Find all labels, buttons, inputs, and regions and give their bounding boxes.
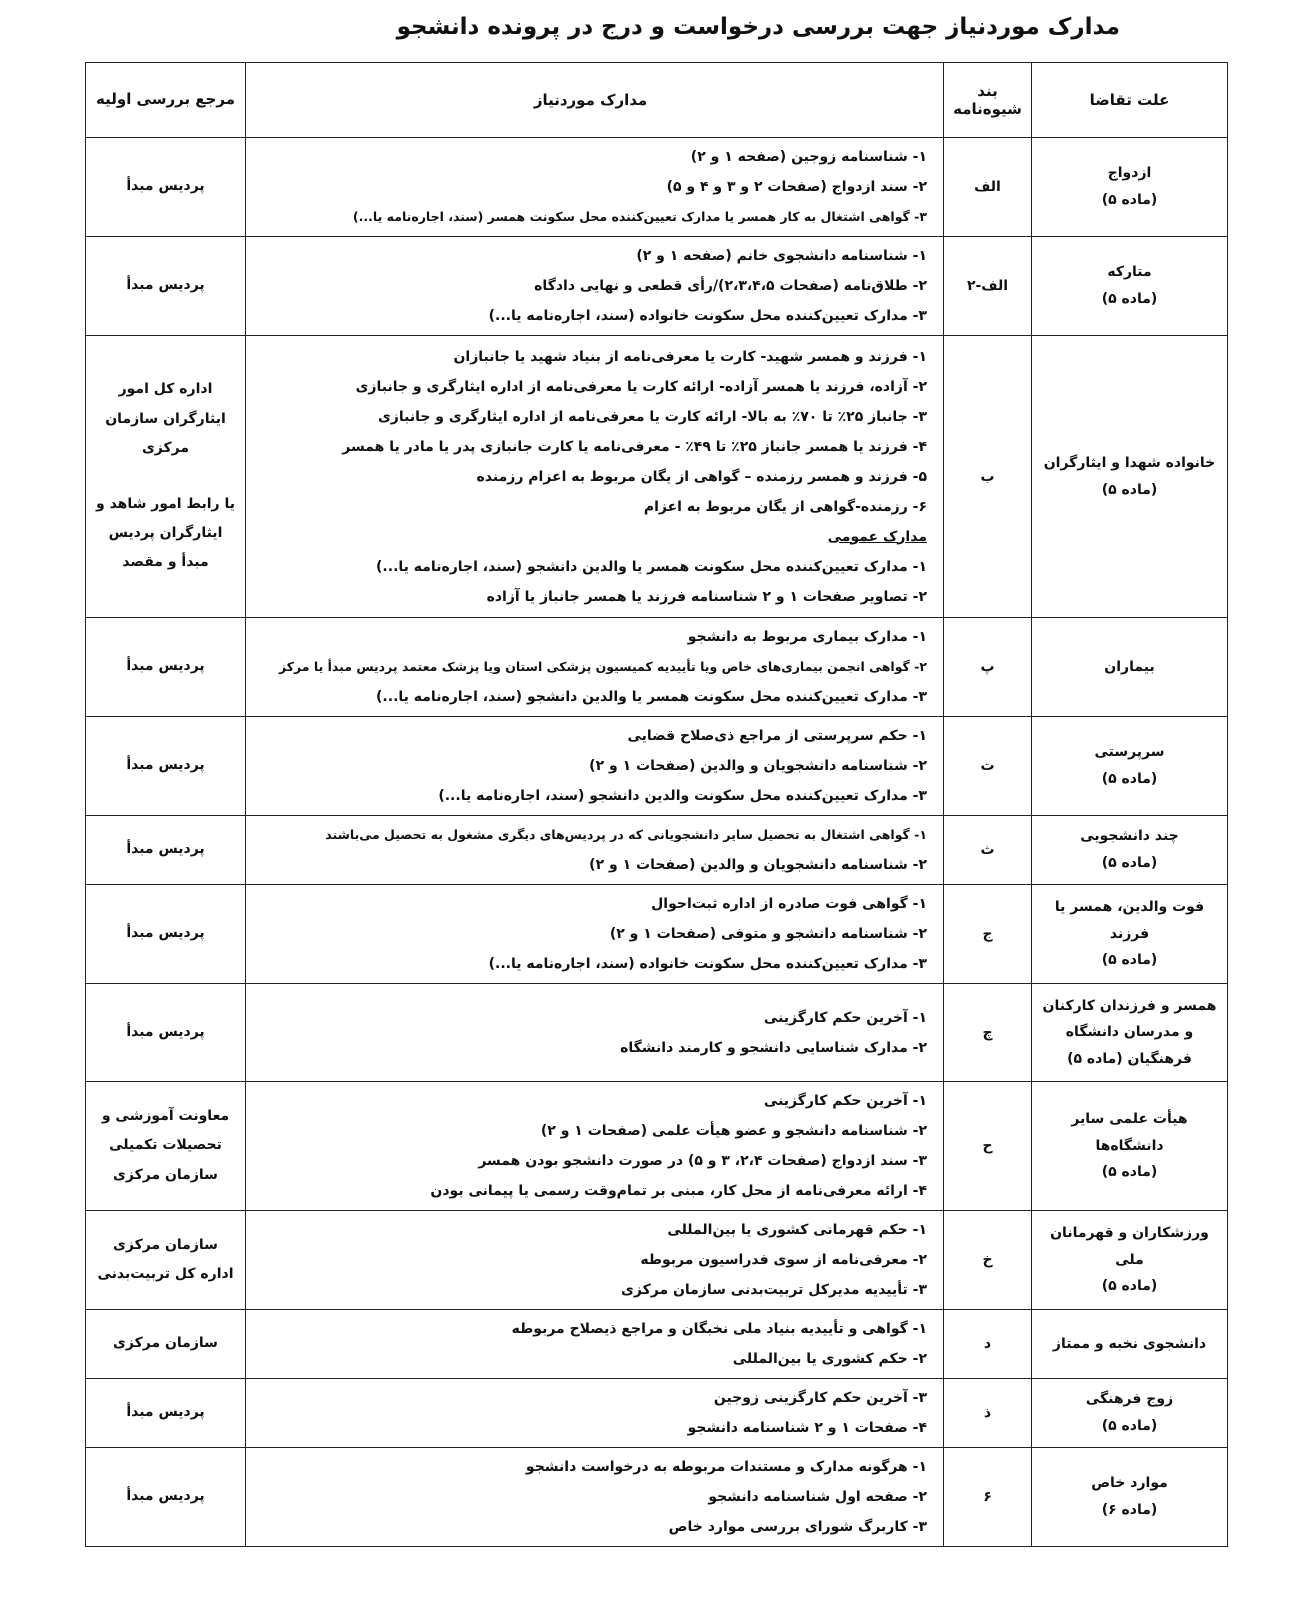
reason-line: (ماده ۵) xyxy=(1101,855,1158,871)
ref-line: سازمان مرکزی xyxy=(113,1335,218,1352)
reason-line: بیماران xyxy=(1104,658,1155,675)
page-title: مدارک موردنیاز جهت بررسی درخواست و درج در پرونده دانشجو xyxy=(396,14,1120,40)
table-row xyxy=(86,237,1228,336)
docs-cell xyxy=(246,1379,944,1448)
band-cell: ت xyxy=(944,717,1032,816)
reason-line: فرزند xyxy=(1109,925,1150,942)
table-row xyxy=(86,816,1228,885)
doc-item: ۱- آخرین حکم کارگزینی xyxy=(763,1009,927,1026)
documents-table xyxy=(85,62,1228,1547)
reason-line: ملی xyxy=(1115,1251,1144,1268)
header-band: بند شیوه‌نامه xyxy=(944,63,1032,138)
doc-item: ۴- فرزند یا همسر جانباز ۲۵٪ تا ۴۹٪ - معرفی‌نامه یا کارت جانبازی پدر یا مادر یا همسر xyxy=(342,438,927,455)
reason-line: (ماده ۵) xyxy=(1101,1418,1158,1434)
ref-cell xyxy=(86,885,246,984)
ref-line: سازمان مرکزی xyxy=(113,1236,218,1253)
reason-line: فوت والدین، همسر یا xyxy=(1054,899,1205,916)
table-row xyxy=(86,1448,1228,1547)
docs-cell xyxy=(246,237,944,336)
docs-cell xyxy=(246,1310,944,1379)
ref-line: پردیس مبدأ xyxy=(126,925,205,942)
ref-line: پردیس مبدأ xyxy=(126,178,205,195)
doc-item: ۲- سند ازدواج (صفحات ۲ و ۳ و ۴ و ۵) xyxy=(666,179,927,195)
band-cell: ث xyxy=(944,816,1032,885)
doc-item: ۲- حکم کشوری یا بین‌المللی xyxy=(732,1351,927,1367)
doc-item: ۳- مدارک تعیین‌کننده محل سکونت همسر یا والدین دانشجو (سند، اجاره‌نامه یا...) xyxy=(376,689,927,705)
doc-item: ۲- شناسنامه دانشجو و عضو هیأت علمی (صفحات ۱ و ۲) xyxy=(540,1123,927,1139)
reason-cell xyxy=(1032,816,1228,885)
reason-cell xyxy=(1032,618,1228,717)
doc-item: ۳- گواهی اشتغال به کار همسر یا مدارک تعیین‌کننده محل سکونت همسر (سند، اجاره‌نامه یا...) xyxy=(352,209,927,224)
ref-line: اداره کل امور xyxy=(118,381,213,398)
doc-item: ۳- سند ازدواج (صفحات ۲،۴، ۳ و ۵) در صورت دانشجو بودن همسر xyxy=(478,1153,927,1169)
table-row xyxy=(86,1211,1228,1310)
table-row xyxy=(86,1310,1228,1379)
table-header-row xyxy=(86,63,1228,138)
docs-cell xyxy=(246,717,944,816)
reason-cell xyxy=(1032,984,1228,1082)
doc-item: ۱- حکم قهرمانی کشوری یا بین‌المللی xyxy=(667,1222,927,1238)
ref-line: مبدأ و مقصد xyxy=(122,554,209,571)
docs-cell xyxy=(246,816,944,885)
table-body xyxy=(86,138,1228,1547)
ref-line: پردیس مبدأ xyxy=(126,1404,205,1421)
band-cell: ب xyxy=(944,336,1032,618)
ref-line: مرکزی xyxy=(141,440,190,457)
reason-line: (ماده ۵) xyxy=(1101,952,1158,969)
doc-item: ۱- گواهی فوت صادره از اداره ثبت‌احوال xyxy=(651,896,927,912)
reason-cell xyxy=(1032,237,1228,336)
ref-cell xyxy=(86,237,246,336)
doc-item: ۳- مدارک تعیین‌کننده محل سکونت خانواده (سند، اجاره‌نامه یا...) xyxy=(488,308,927,324)
doc-item: ۲- صفحه اول شناسنامه دانشجو xyxy=(708,1489,927,1505)
table-row xyxy=(86,336,1228,618)
ref-line: تحصیلات تکمیلی xyxy=(109,1137,222,1154)
doc-item: ۴- ارائه معرفی‌نامه از محل کار، مبنی بر تمام‌وقت رسمی یا پیمانی بودن xyxy=(430,1183,927,1199)
table-row xyxy=(86,885,1228,984)
reason-line: و مدرسان دانشگاه xyxy=(1065,1024,1194,1041)
reason-cell xyxy=(1032,885,1228,984)
ref-cell xyxy=(86,1448,246,1547)
ref-line: پردیس مبدأ xyxy=(126,658,205,675)
ref-cell xyxy=(86,717,246,816)
ref-line: سازمان مرکزی xyxy=(113,1166,218,1183)
doc-item: ۳- جانباز ۲۵٪ تا ۷۰٪ به بالا- ارائه کارت یا معرفی‌نامه از اداره ایثارگری و جانبازی xyxy=(377,408,927,425)
reason-cell xyxy=(1032,336,1228,618)
reason-line: زوج فرهنگی xyxy=(1085,1391,1174,1408)
reason-line: (ماده ۵) xyxy=(1101,1278,1158,1295)
reason-line: موارد خاص xyxy=(1091,1475,1168,1492)
reason-line: خانواده شهدا و ایثارگران xyxy=(1043,454,1216,471)
reason-cell xyxy=(1032,138,1228,237)
reason-line: (ماده ۵) xyxy=(1101,291,1158,307)
doc-item: ۱- آخرین حکم کارگزینی xyxy=(763,1093,927,1109)
ref-line: ایثارگران سازمان xyxy=(105,410,226,427)
reason-line: هیأت علمی سایر xyxy=(1071,1111,1188,1128)
band-cell: خ xyxy=(944,1211,1032,1310)
table-row xyxy=(86,138,1228,237)
doc-item: ۱- حکم سرپرستی از مراجع ذی‌صلاح قضایی xyxy=(627,728,927,744)
reason-line: متارکه xyxy=(1107,264,1152,281)
docs-cell xyxy=(246,618,944,717)
ref-cell xyxy=(86,1310,246,1379)
reason-cell xyxy=(1032,1082,1228,1211)
band-cell: چ xyxy=(944,984,1032,1082)
doc-item: ۳- آخرین حکم کارگزینی زوجین xyxy=(713,1390,927,1406)
band-cell: ۶ xyxy=(944,1448,1032,1547)
doc-item: ۱- فرزند و همسر شهید- کارت یا معرفی‌نامه از بنیاد شهید یا جانبازان xyxy=(453,348,927,365)
doc-item: ۲- معرفی‌نامه از سوی فدراسیون مربوطه xyxy=(640,1252,927,1268)
reason-line: چند دانشجویی xyxy=(1080,828,1179,845)
ref-line: اداره کل تربیت‌بدنی xyxy=(97,1266,234,1282)
ref-cell xyxy=(86,618,246,717)
ref-line xyxy=(87,464,244,490)
ref-line: ایثارگران پردیس xyxy=(108,524,223,541)
reason-line: همسر و فرزندان کارکنان xyxy=(1042,997,1217,1014)
header-docs: مدارک موردنیاز xyxy=(246,63,944,138)
ref-line: پردیس مبدأ xyxy=(126,841,205,858)
reason-cell xyxy=(1032,1310,1228,1379)
ref-cell xyxy=(86,1379,246,1448)
reason-cell xyxy=(1032,1211,1228,1310)
doc-item: ۲- طلاق‌نامه (صفحات ۲،۳،۴،۵)/رأی قطعی و نهایی دادگاه xyxy=(534,278,927,294)
header-ref: مرجع بررسی اولیه xyxy=(86,63,246,138)
ref-line: یا رابط امور شاهد و xyxy=(96,495,235,512)
ref-cell xyxy=(86,816,246,885)
reason-line: (ماده ۵) xyxy=(1101,481,1158,498)
doc-item: ۲- شناسنامه دانشجو و متوفی (صفحات ۱ و ۲) xyxy=(609,926,927,942)
doc-item: ۳- تأییدیه مدیرکل تربیت‌بدنی سازمان مرکزی xyxy=(621,1282,927,1298)
doc-item: ۱- شناسنامه دانشجوی خانم (صفحه ۱ و ۲) xyxy=(636,248,927,264)
docs-cell xyxy=(246,336,944,618)
table-row xyxy=(86,1082,1228,1211)
ref-line: پردیس مبدأ xyxy=(126,1023,205,1040)
reason-line: (ماده ۵) xyxy=(1101,771,1158,787)
table-row xyxy=(86,984,1228,1082)
reason-line: (ماده ۶) xyxy=(1101,1502,1158,1518)
ref-cell xyxy=(86,336,246,618)
doc-item: ۴- صفحات ۱ و ۲ شناسنامه دانشجو xyxy=(687,1420,927,1436)
doc-item: ۲- آزاده، فرزند یا همسر آزاده- ارائه کارت یا معرفی‌نامه از اداره ایثارگری و جانبازی xyxy=(355,378,927,395)
reason-line: ازدواج xyxy=(1107,165,1152,182)
band-cell: الف xyxy=(944,138,1032,237)
reason-line: دانشجوی نخبه و ممتاز xyxy=(1052,1335,1207,1352)
doc-item: ۱- شناسنامه زوجین (صفحه ۱ و ۲) xyxy=(690,149,927,165)
reason-line: دانشگاه‌ها xyxy=(1095,1137,1164,1154)
band-cell: ذ xyxy=(944,1379,1032,1448)
reason-line: (ماده ۵) xyxy=(1101,192,1158,208)
ref-line: پردیس مبدأ xyxy=(126,1488,205,1505)
reason-line: (ماده ۵) xyxy=(1101,1164,1158,1181)
reason-cell xyxy=(1032,717,1228,816)
docs-cell xyxy=(246,1082,944,1211)
doc-item: ۱- مدارک بیماری مربوط به دانشجو xyxy=(687,629,927,645)
band-cell: ح xyxy=(944,1082,1032,1211)
docs-cell xyxy=(246,885,944,984)
reason-cell xyxy=(1032,1379,1228,1448)
doc-item: ۱- مدارک تعیین‌کننده محل سکونت همسر یا والدین دانشجو (سند، اجاره‌نامه یا...) xyxy=(376,558,927,575)
doc-item: ۲- تصاویر صفحات ۱ و ۲ شناسنامه فرزند یا همسر جانباز یا آزاده xyxy=(486,588,927,605)
ref-cell xyxy=(86,984,246,1082)
sub-heading: مدارک عمومی xyxy=(827,528,927,545)
ref-cell xyxy=(86,138,246,237)
band-cell: د xyxy=(944,1310,1032,1379)
reason-line: سرپرستی xyxy=(1094,744,1165,761)
docs-cell xyxy=(246,1448,944,1547)
table-row xyxy=(86,717,1228,816)
band-cell: پ xyxy=(944,618,1032,717)
reason-line: فرهنگیان (ماده ۵) xyxy=(1067,1050,1192,1067)
ref-line: پردیس مبدأ xyxy=(126,757,205,774)
doc-item: ۵- فرزند و همسر رزمنده – گواهی از یگان مربوط به اعزام رزمنده xyxy=(476,468,927,485)
table-row xyxy=(86,1379,1228,1448)
band-cell: الف-۲ xyxy=(944,237,1032,336)
ref-line: معاونت آموزشی و xyxy=(101,1107,230,1124)
doc-item: ۱- گواهی اشتغال به تحصیل سایر دانشجویانی که در پردیس‌های دیگری مشغول به تحصیل می‌باشند xyxy=(325,827,927,842)
doc-item: ۲- شناسنامه دانشجویان و والدین (صفحات ۱ و ۲) xyxy=(589,857,927,873)
docs-cell xyxy=(246,138,944,237)
doc-item: ۳- مدارک تعیین‌کننده محل سکونت خانواده (سند، اجاره‌نامه یا...) xyxy=(488,956,927,972)
ref-line: پردیس مبدأ xyxy=(126,277,205,294)
header-reason: علت تقاضا xyxy=(1032,63,1228,138)
ref-cell xyxy=(86,1082,246,1211)
doc-item: ۳- مدارک تعیین‌کننده محل سکونت والدین دانشجو (سند، اجاره‌نامه یا...) xyxy=(438,788,927,804)
doc-item: ۲- گواهی انجمن بیماری‌های خاص ویا تأییدیه کمیسیون پزشکی استان ویا پزشک معتمد پردیس مبدأ یا مرکز xyxy=(278,659,927,674)
doc-item: ۲- شناسنامه دانشجویان و والدین (صفحات ۱ و ۲) xyxy=(589,758,927,774)
doc-item: ۱- هرگونه مدارک و مستندات مربوطه به درخواست دانشجو xyxy=(525,1459,927,1475)
doc-item: ۶- رزمنده-گواهی از یگان مربوط به اعزام xyxy=(643,498,927,515)
reason-cell xyxy=(1032,1448,1228,1547)
doc-item: ۲- مدارک شناسایی دانشجو و کارمند دانشگاه xyxy=(620,1039,927,1056)
table-row xyxy=(86,618,1228,717)
doc-item: ۳- کاربرگ شورای بررسی موارد خاص xyxy=(668,1519,927,1535)
docs-cell xyxy=(246,984,944,1082)
docs-cell xyxy=(246,1211,944,1310)
doc-item: ۱- گواهی و تأییدیه بنیاد ملی نخبگان و مراجع ذیصلاح مربوطه xyxy=(511,1321,927,1337)
reason-line: ورزشکاران و قهرمانان xyxy=(1050,1225,1209,1242)
band-cell: ج xyxy=(944,885,1032,984)
ref-cell xyxy=(86,1211,246,1310)
